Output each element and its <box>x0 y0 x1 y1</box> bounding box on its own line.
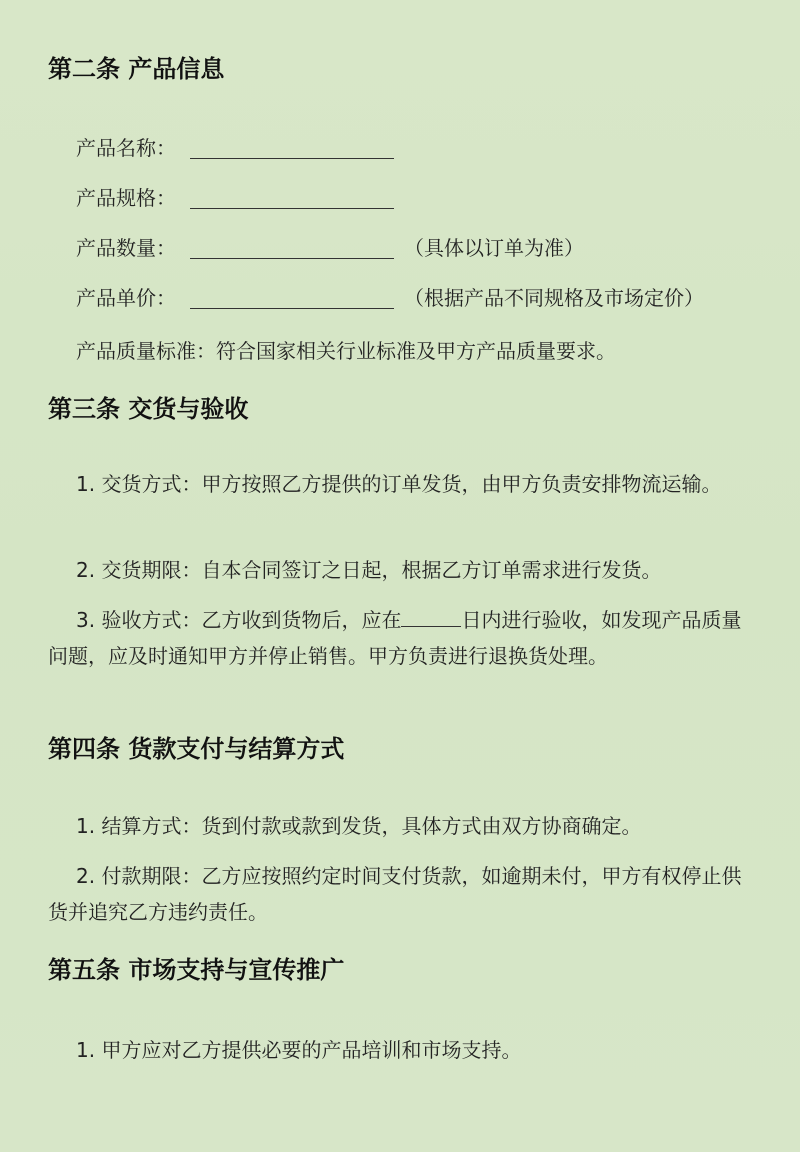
field-product-spec <box>76 184 776 214</box>
acceptance-method <box>48 602 748 674</box>
section-title-product-info: 第二条 产品信息 <box>48 55 225 83</box>
payment-period <box>48 858 748 930</box>
marketing-support <box>48 1032 748 1068</box>
paragraph-text: 3. 验收方式：乙方收到货物后，应在 <box>76 608 402 632</box>
blank-line <box>190 208 394 209</box>
section-title-marketing: 第五条 市场支持与宣传推广 <box>48 956 345 984</box>
field-label: 产品规格： <box>76 186 176 210</box>
settlement-method <box>48 808 748 844</box>
paragraph-text: 1. 甲方应对乙方提供必要的产品培训和市场支持。 <box>76 1038 522 1062</box>
paragraph-text: 1. 结算方式：货到付款或款到发货，具体方式由双方协商确定。 <box>76 814 642 838</box>
quality-standard: 产品质量标准：符合国家相关行业标准及甲方产品质量要求。 <box>76 339 616 363</box>
blank-line <box>190 258 394 259</box>
field-label: 产品名称： <box>76 136 176 160</box>
paragraph-text: 2. 付款期限：乙方应按照约定时间支付货款，如逾期未付，甲方有权停止供货并追究乙方违约责任。 <box>48 864 742 924</box>
field-product-name <box>76 134 776 164</box>
field-note: （具体以订单为准） <box>404 236 584 260</box>
blank-line <box>190 158 394 159</box>
field-label: 产品单价： <box>76 286 176 310</box>
field-product-price <box>76 284 776 314</box>
paragraph-text: 日内进行验收，如发现产品质量问题，应及时通知甲方并停止销售。甲方负责进行退换货处理。 <box>48 608 742 668</box>
section-title-delivery: 第三条 交货与验收 <box>48 395 249 423</box>
paragraph-text: 1. 交货方式：甲方按照乙方提供的订单发货，由甲方负责安排物流运输。 <box>76 472 722 496</box>
days-blank <box>401 606 461 627</box>
field-label: 产品数量： <box>76 236 176 260</box>
paragraph-text: 2. 交货期限：自本合同签订之日起，根据乙方订单需求进行发货。 <box>76 558 662 582</box>
blank-line <box>190 308 394 309</box>
section-title-payment: 第四条 货款支付与结算方式 <box>48 735 345 763</box>
delivery-method <box>48 466 748 502</box>
field-product-quantity <box>76 234 776 264</box>
delivery-period <box>48 552 748 588</box>
field-note: （根据产品不同规格及市场定价） <box>404 286 704 310</box>
